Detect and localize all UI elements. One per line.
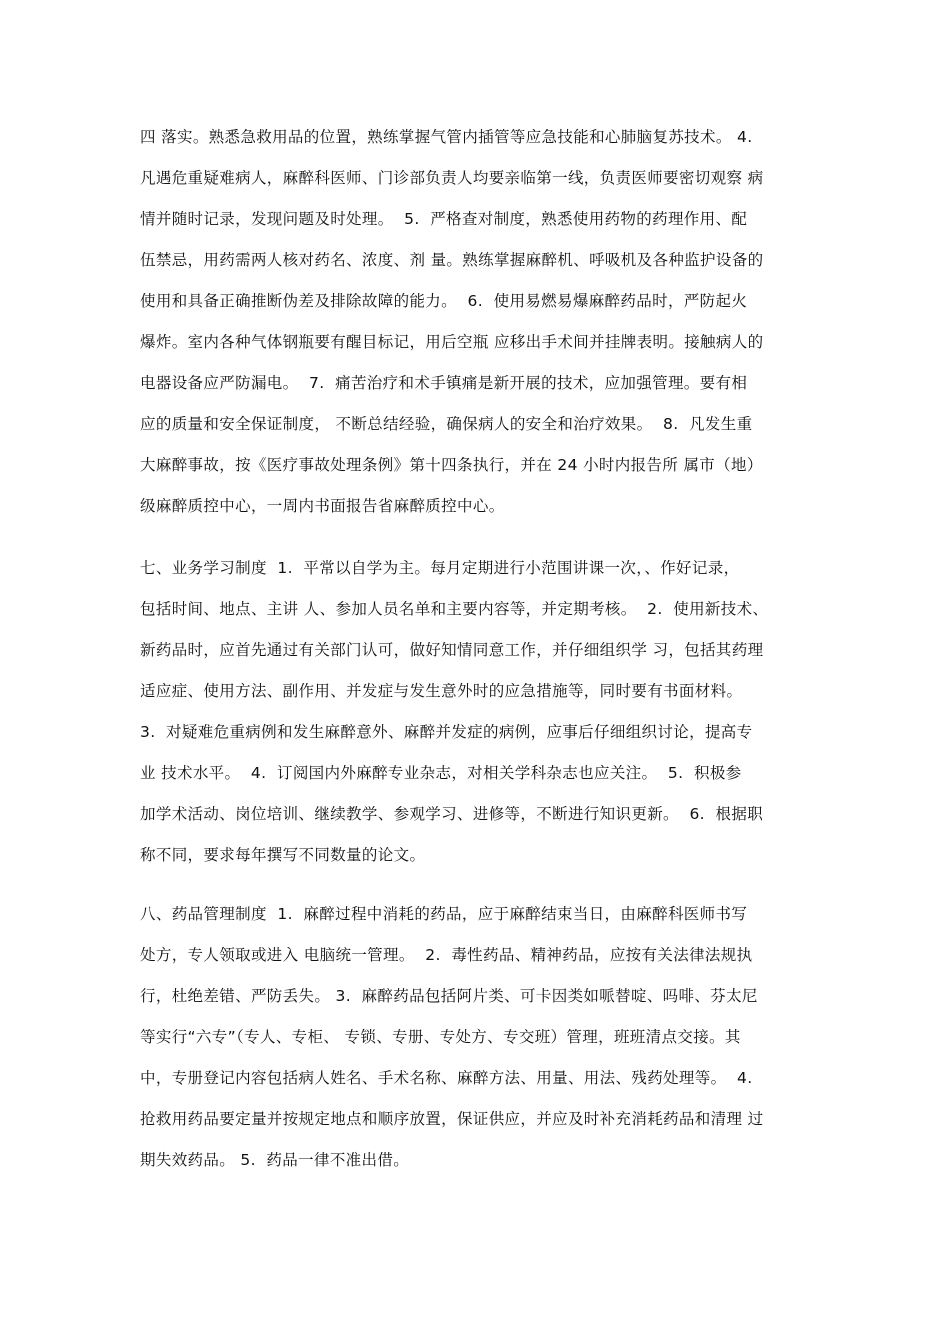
text-line: 使用和具备正确推断伪差及排除故障的能力。 6. 使用易燃易爆麻醉药品时，严防起火	[140, 292, 748, 310]
text-line: 情并随时记录，发现问题及时处理。 5. 严格查对制度，熟悉使用药物的药理作用、配	[140, 210, 748, 228]
text-line: 抢救用药品要定量并按规定地点和顺序放置，保证供应，并应及时补充消耗药品和清理 过	[140, 1110, 764, 1128]
text-line: 等实行“六专”（专人、专柜、 专锁、专册、专处方、专交班）管理，班班清点交接。其	[140, 1028, 741, 1046]
text-line: 大麻醉事故，按《医疗事故处理条例》第十四条执行，并在 24 小时内报告所 属市（地）	[140, 456, 763, 474]
paragraph-operation-safety	[140, 117, 830, 527]
text-line: 适应症、使用方法、副作用、并发症与发生意外时的应急措施等，同时要有书面材料。	[140, 682, 743, 700]
text-line: 包括时间、地点、主讲 人、参加人员名单和主要内容等，并定期考核。 2. 使用新技术、	[140, 600, 769, 618]
text-line: 期失效药品。 5. 药品一律不准出借。	[140, 1151, 410, 1169]
text-line: 处方，专人领取或进入 电脑统一管理。 2. 毒性药品、精神药品，应按有关法律法规执	[140, 946, 753, 964]
paragraph-study-system	[140, 548, 830, 876]
text-line: 凡遇危重疑难病人，麻醉科医师、门诊部负责人均要亲临第一线，负责医师要密切观察 病	[140, 169, 764, 187]
text-line: 伍禁忌，用药需两人核对药名、浓度、剂 量。熟练掌握麻醉机、呼吸机及各种监护设备的	[140, 251, 764, 269]
text-line: 四 落实。熟悉急救用品的位置，熟练掌握气管内插管等应急技能和心肺脑复苏技术。 4.	[140, 128, 753, 146]
text-line: 应的质量和安全保证制度， 不断总结经验，确保病人的安全和治疗效果。 8. 凡发生重	[140, 415, 753, 433]
text-line: 七、业务学习制度 1. 平常以自学为主。每月定期进行小范围讲课一次，、作好记录，	[140, 559, 740, 577]
text-line: 电器设备应严防漏电。 7. 痛苦治疗和术手镇痛是新开展的技术，应加强管理。要有相	[140, 374, 748, 392]
paragraph-drug-management	[140, 894, 830, 1181]
text-line: 3. 对疑难危重病例和发生麻醉意外、麻醉并发症的病例，应事后仔细组织讨论，提高专	[140, 723, 753, 741]
text-line: 加学术活动、岗位培训、继续教学、参观学习、进修等，不断进行知识更新。 6. 根据职	[140, 805, 764, 823]
text-line: 新药品时，应首先通过有关部门认可，做好知情同意工作，并仔细组织学 习，包括其药理	[140, 641, 764, 659]
text-line: 行，杜绝差错、严防丢失。 3. 麻醉药品包括阿片类、可卡因类如哌替啶、吗啡、芬太尼	[140, 987, 758, 1005]
text-line: 业 技术水平。 4. 订阅国内外麻醉专业杂志，对相关学科杂志也应关注。 5. 积极参	[140, 764, 742, 782]
text-line: 中，专册登记内容包括病人姓名、手术名称、麻醉方法、用量、用法、残药处理等。 4.	[140, 1069, 753, 1087]
text-line: 级麻醉质控中心，一周内书面报告省麻醉质控中心。	[140, 497, 505, 515]
text-line: 爆炸。室内各种气体钢瓶要有醒目标记，用后空瓶 应移出手术间并挂牌表明。接触病人的	[140, 333, 764, 351]
text-line: 称不同，要求每年撰写不同数量的论文。	[140, 846, 426, 864]
text-line: 八、药品管理制度 1. 麻醉过程中消耗的药品，应于麻醉结束当日，由麻醉科医师书写	[140, 905, 748, 923]
